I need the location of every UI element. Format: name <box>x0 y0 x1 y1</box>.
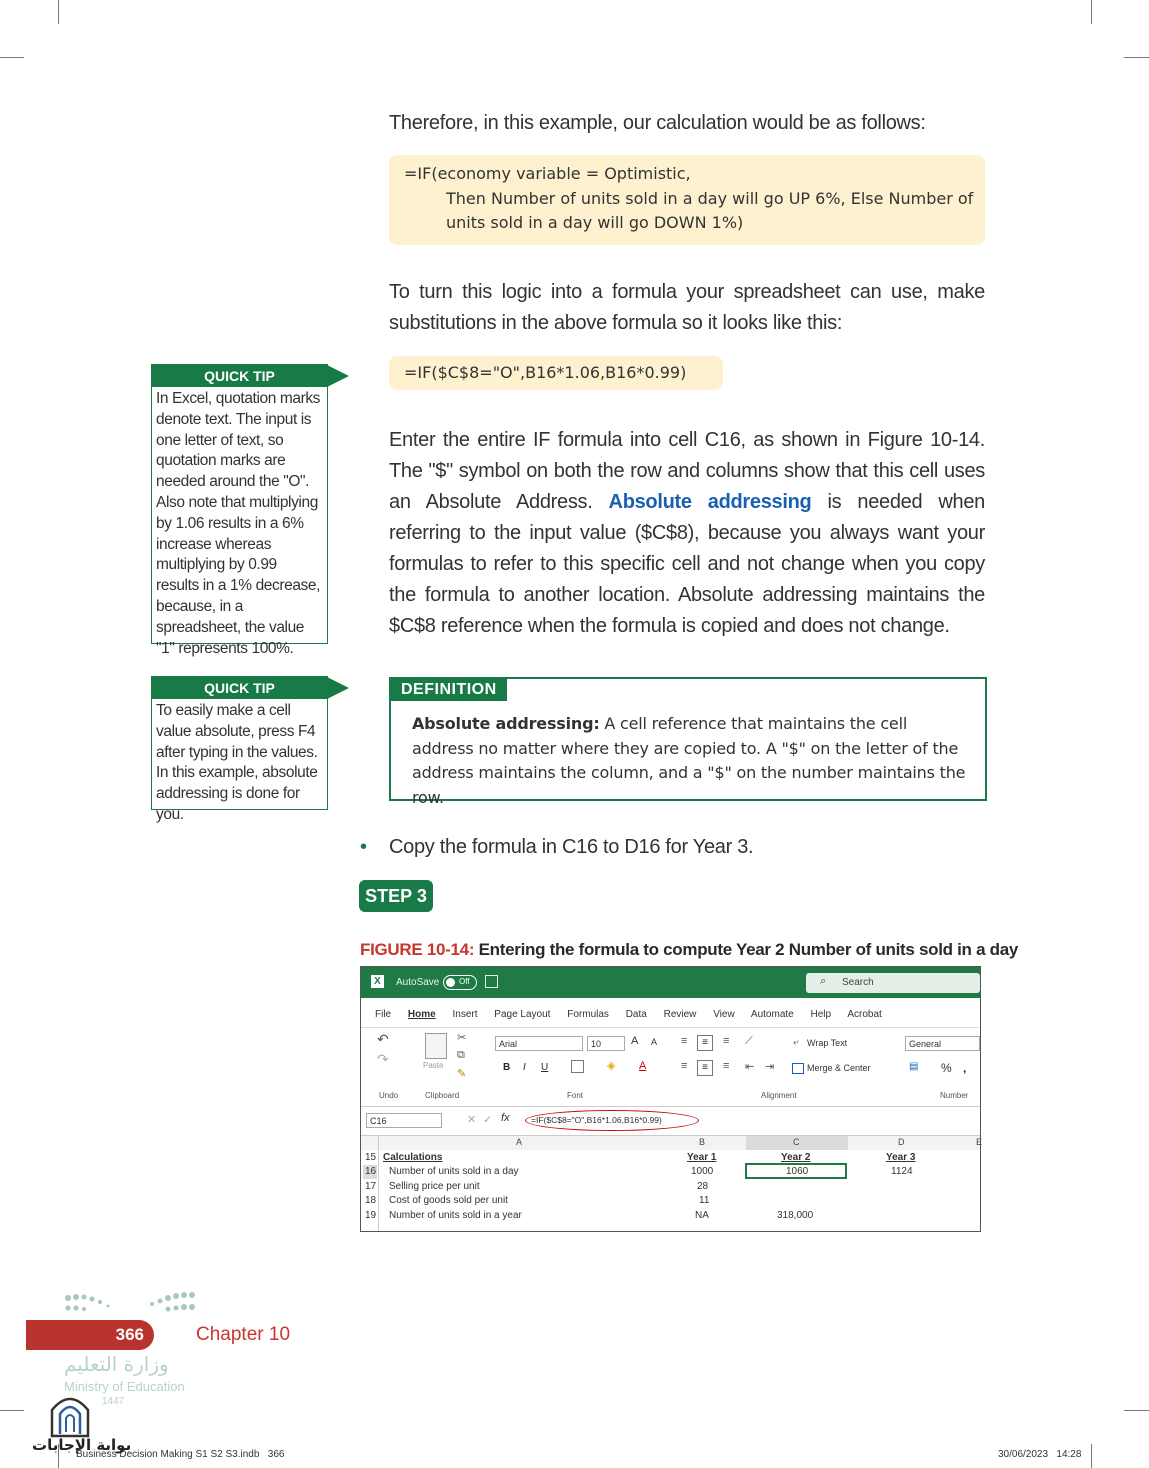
tab-file[interactable]: File <box>375 1009 392 1020</box>
autosave-toggle[interactable] <box>443 975 477 990</box>
tab-insert[interactable]: Insert <box>452 1009 478 1020</box>
excel-logo-icon: X <box>371 975 384 988</box>
group-label-undo: Undo <box>379 1091 399 1100</box>
toggle-label: Off <box>459 977 470 986</box>
column-header[interactable]: E <box>976 1137 983 1147</box>
tab-page-layout[interactable]: Page Layout <box>494 1009 551 1020</box>
fill-color-icon[interactable]: ◈ <box>607 1060 616 1072</box>
cell[interactable]: Year 3 <box>886 1152 916 1163</box>
print-date: 30/06/2023 14:28 <box>998 1449 1082 1460</box>
column-header[interactable]: B <box>699 1137 706 1147</box>
number-format-value: General <box>909 1039 942 1049</box>
group-label-number: Number <box>940 1091 969 1100</box>
tab-review[interactable]: Review <box>663 1009 697 1020</box>
tab-automate[interactable]: Automate <box>750 1009 794 1020</box>
comma-icon[interactable]: , <box>963 1061 967 1075</box>
formula-text: =IF($C$8="O",B16*1.06,B16*0.99) <box>404 363 687 382</box>
cell[interactable]: Number of units sold in a year <box>389 1210 522 1221</box>
divider <box>361 1027 980 1028</box>
page-number-tab <box>26 1320 154 1350</box>
enter-icon[interactable]: ✓ <box>483 1114 493 1126</box>
definition-text <box>412 712 968 810</box>
group-label-alignment: Alignment <box>761 1091 797 1100</box>
toggle-knob <box>446 978 455 987</box>
bullet-icon: • <box>360 836 368 858</box>
table-row <box>361 1209 980 1224</box>
tab-help[interactable]: Help <box>810 1009 832 1020</box>
tab-formulas[interactable]: Formulas <box>567 1009 609 1020</box>
quick-tip <box>151 676 328 823</box>
excel-screenshot <box>360 966 981 1232</box>
crop-mark <box>1091 0 1092 24</box>
bullet-text: Copy the formula in C16 to D16 for Year 3. <box>389 836 754 858</box>
column-header[interactable]: D <box>898 1137 905 1147</box>
table-row <box>361 1180 980 1195</box>
merge-center-button[interactable]: Merge & Center <box>807 1063 871 1073</box>
divider <box>361 1106 980 1107</box>
figure-caption <box>360 940 1018 960</box>
formula-line: Then Number of units sold in a day will go UP 6%, Else Number of <box>446 189 974 208</box>
font-value: Arial <box>499 1039 518 1049</box>
percent-icon[interactable]: % <box>941 1061 952 1075</box>
align-top-icon[interactable]: ≡ <box>681 1035 688 1047</box>
definition-label: DEFINITION <box>391 679 507 701</box>
excel-title-bar <box>361 967 980 998</box>
row-number[interactable]: 16 <box>365 1166 377 1177</box>
column-header[interactable]: A <box>516 1137 523 1147</box>
ribbon-tabs <box>375 1009 896 1020</box>
quick-tip-text: In Excel, quotation marks denote text. The input is one letter of text, so quotation marks are needed around the "O". Also note that multiplying by 1.06 results in a 6% increase whereas multiplying by 0.99 results in a 1% decrease, because, in a spreadsheet, the value "1" represents 100%. <box>156 390 321 657</box>
cell[interactable]: 318,000 <box>777 1210 814 1221</box>
crop-mark <box>58 0 59 24</box>
formula-input[interactable]: =IF($C$8="O",B16*1.06,B16*0.99) <box>531 1115 662 1125</box>
ministry-english: Ministry of Education <box>64 1379 185 1394</box>
name-box[interactable] <box>366 1113 442 1128</box>
font-size-value: 10 <box>591 1039 602 1049</box>
wrap-text-icon[interactable]: ⤶ <box>793 1037 799 1048</box>
paste-icon[interactable] <box>425 1033 447 1059</box>
figure-label: FIGURE 10-14: <box>360 940 475 959</box>
currency-icon[interactable]: ▤ <box>909 1061 919 1072</box>
search-icon: ⌕ <box>820 975 827 987</box>
search-box[interactable] <box>806 973 980 993</box>
table-row <box>361 1194 980 1209</box>
align-middle-icon[interactable]: ≡ <box>697 1035 713 1051</box>
page-number: 366 <box>115 1325 144 1344</box>
name-box-value: C16 <box>370 1116 387 1126</box>
paragraph-text: To turn this logic into a formula your spreadsheet can use, make substitutions in the above formula so it looks like this: <box>389 281 985 334</box>
intro-text: Therefore, in this example, our calculation would be as follows: <box>389 112 926 134</box>
orientation-icon[interactable]: ⟋ <box>745 1035 753 1047</box>
ministry-year: 1447 <box>102 1396 125 1407</box>
quick-tip-text: To easily make a cell value absolute, press F4 after typing in the values. In this example, absolute addressing is done for you. <box>156 702 318 823</box>
align-right-icon[interactable]: ≡ <box>723 1060 730 1072</box>
bold-icon[interactable]: B <box>503 1062 511 1073</box>
quick-tip-title: QUICK TIP <box>152 677 327 699</box>
autosave-label: AutoSave <box>396 977 440 988</box>
step-badge: STEP 3 <box>359 880 433 912</box>
formula-box <box>389 155 985 245</box>
paragraph <box>389 277 985 339</box>
mosque-icon <box>48 1388 92 1438</box>
tab-data[interactable]: Data <box>625 1009 647 1020</box>
figure-caption-text: Entering the formula to compute Year 2 Number of units sold in a day <box>474 940 1019 959</box>
column-header[interactable]: C <box>793 1137 800 1147</box>
paragraph-part: is needed when referring to the input value ($C$8), because you always want your formulas to refer to this specific cell and not change when you copy the formula to another location. Absolute addressing maintains the $C$8 reference when the formula is copied and does not change. <box>389 491 985 637</box>
paragraph <box>389 425 985 642</box>
row-number[interactable]: 19 <box>365 1210 377 1221</box>
align-bottom-icon[interactable]: ≡ <box>723 1035 730 1047</box>
column-headers <box>361 1136 983 1150</box>
font-size-select[interactable] <box>587 1036 625 1051</box>
undo-icon[interactable]: ↶ <box>377 1031 389 1047</box>
format-painter-icon[interactable]: ✎ <box>457 1068 467 1080</box>
definition-box <box>389 677 987 807</box>
increase-indent-icon[interactable]: ⇥ <box>765 1061 775 1073</box>
row-number[interactable]: 18 <box>365 1195 377 1206</box>
merge-center-icon[interactable] <box>792 1063 804 1074</box>
formula-line: =IF(economy variable = Optimistic, <box>404 164 691 183</box>
tab-view[interactable]: View <box>713 1009 735 1020</box>
cell[interactable]: Year 1 <box>687 1152 717 1163</box>
cell[interactable]: 11 <box>699 1195 710 1206</box>
search-placeholder: Search <box>842 977 874 988</box>
crop-mark <box>1091 1444 1092 1468</box>
watermark-logo-icon <box>48 1388 92 1438</box>
tab-acrobat[interactable]: Acrobat <box>847 1009 882 1020</box>
crop-mark <box>1124 57 1149 58</box>
row-number[interactable]: 17 <box>365 1181 377 1192</box>
table-row <box>361 1165 980 1180</box>
cell[interactable]: Year 2 <box>781 1152 811 1163</box>
copy-icon[interactable]: ⧉ <box>457 1049 465 1061</box>
crop-mark <box>0 57 24 58</box>
cell[interactable]: Cost of goods sold per unit <box>389 1195 508 1206</box>
formula-box-short <box>389 356 723 390</box>
font-select[interactable] <box>495 1036 583 1051</box>
number-format-select[interactable] <box>905 1036 980 1051</box>
redo-icon[interactable]: ↷ <box>377 1051 389 1067</box>
paragraph-part: Enter the entire IF formula into cell C16, as shown in Figure 10-14. The "$" symbol on both the row and columns show that this cell uses an Absolute Address. <box>389 429 985 513</box>
key-term: Absolute addressing <box>608 491 812 513</box>
crop-mark <box>0 1410 24 1411</box>
formula-line: units sold in a day will go DOWN 1%) <box>446 213 744 232</box>
decrease-font-icon[interactable]: A <box>651 1037 658 1047</box>
ministry-dots-logo <box>62 1290 200 1320</box>
cell[interactable]: 28 <box>697 1181 709 1192</box>
cell[interactable]: Number of units sold in a day <box>389 1166 519 1177</box>
dots-icon <box>62 1290 200 1320</box>
group-label-font: Font <box>567 1091 584 1100</box>
cell[interactable]: 1060 <box>786 1166 809 1177</box>
crop-mark <box>1124 1410 1149 1411</box>
italic-icon[interactable]: I <box>523 1062 526 1073</box>
cell[interactable]: Selling price per unit <box>389 1181 480 1192</box>
definition-body: A cell reference that maintains the cell address no matter where they are copied to. A "$" on the letter of the address maintains the column, and a "$" on the number maintains the row. <box>412 714 966 807</box>
cut-icon[interactable]: ✂ <box>457 1032 467 1044</box>
font-color-icon[interactable]: A <box>639 1060 647 1072</box>
paste-label: Paste <box>423 1061 444 1070</box>
table-row <box>361 1151 980 1166</box>
increase-font-icon[interactable]: A <box>631 1035 639 1047</box>
cell[interactable]: 1124 <box>891 1166 913 1177</box>
align-left-icon[interactable]: ≡ <box>681 1060 688 1072</box>
function-icon[interactable]: fx <box>501 1112 510 1124</box>
paragraph-text <box>389 425 985 642</box>
ministry-arabic: وزارة التعليم <box>64 1352 169 1376</box>
save-icon[interactable] <box>485 975 498 988</box>
row-number[interactable]: 15 <box>365 1152 377 1163</box>
watermark-text: بوابة الإجابات <box>32 1436 132 1454</box>
wrap-text-button[interactable]: Wrap Text <box>807 1038 848 1048</box>
cell[interactable]: NA <box>695 1210 709 1221</box>
align-center-icon[interactable]: ≡ <box>697 1060 713 1076</box>
definition-term: Absolute addressing: <box>412 714 600 733</box>
cell[interactable]: Calculations <box>383 1152 443 1163</box>
tab-home[interactable]: Home <box>407 1009 436 1020</box>
borders-icon[interactable] <box>571 1060 584 1073</box>
quick-tip-title: QUICK TIP <box>152 365 327 387</box>
chapter-label: Chapter 10 <box>196 1324 291 1345</box>
quick-tip <box>151 364 328 657</box>
group-label-clipboard: Clipboard <box>425 1091 460 1100</box>
file-info: Business Decision Making S1 S2 S3.indb 366 <box>76 1449 285 1460</box>
cell[interactable]: 1000 <box>691 1166 714 1177</box>
decrease-indent-icon[interactable]: ⇤ <box>745 1061 755 1073</box>
cancel-icon[interactable]: ✕ <box>467 1114 477 1126</box>
underline-icon[interactable]: U <box>541 1062 549 1073</box>
